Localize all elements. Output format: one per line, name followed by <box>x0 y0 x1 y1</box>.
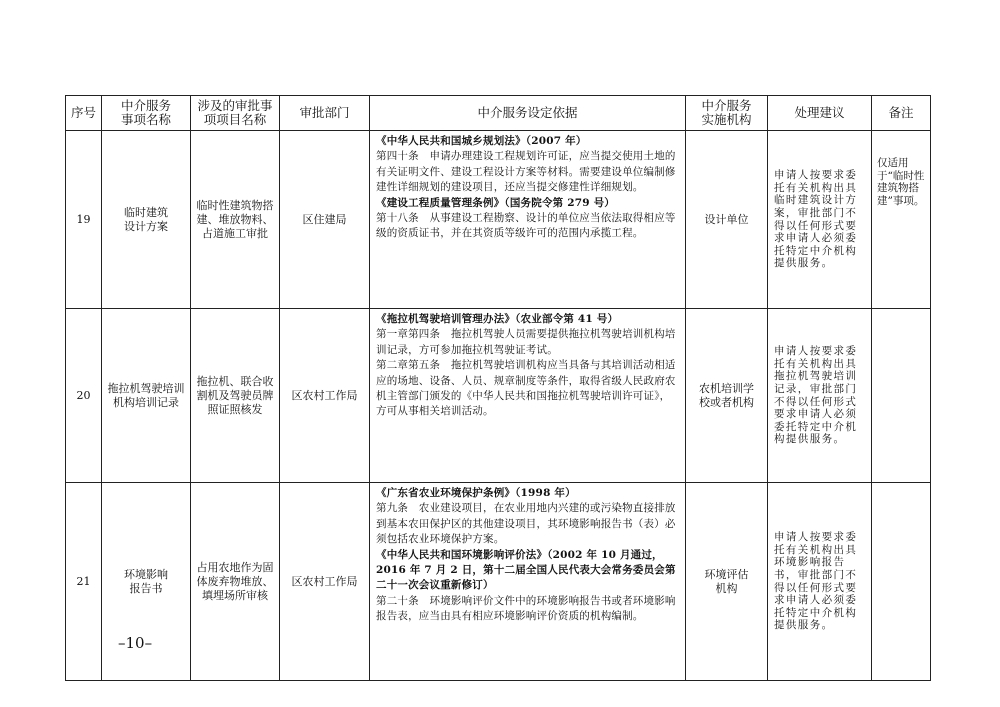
cell-dept: 区农村工作局 <box>280 309 370 483</box>
basis-law: 《拖拉机驾驶培训管理办法》（农业部令第 41 号） <box>376 313 619 325</box>
header-approval-item: 涉及的审批事 项项目名称 <box>191 96 280 131</box>
table-row <box>66 131 931 309</box>
basis-article: 第九条 农业建设项目，在农业用地内兴建的或污染物直接排放到基本农田保护区的其他建设项目，其环境影响报告书（表）必须包括农业环境保护方案。 <box>376 502 676 546</box>
cell-dept: 区住建局 <box>280 131 370 309</box>
cell-suggestion: 申请人按要求委托有关机构出具临时建筑设计方案，审批部门不得以任何形式要求申请人必须委托特定中介机构提供服务。 <box>768 131 872 309</box>
page-number: –10– <box>118 634 153 652</box>
basis-law: 《中华人民共和国环境影响评价法》（2002 年 10 月通过，2016 年 7 月 2 日，第十二届全国人民代表大会常务委员会第二十一次会议重新修订） <box>376 548 676 592</box>
table-header-row <box>66 96 931 131</box>
cell-seq: 20 <box>66 309 102 483</box>
header-item-name: 中介服务 事项名称 <box>102 96 191 131</box>
cell-approval-item: 拖拉机、联合收 割机及驾驶员牌 照证照核发 <box>191 309 280 483</box>
basis-law: 《中华人民共和国城乡规划法》（2007 年） <box>376 135 587 147</box>
header-agency: 中介服务 实施机构 <box>686 96 768 131</box>
basis-article: 第十八条 从事建设工程勘察、设计的单位应当依法取得相应等级的资质证书，并在其资质等级许可的范围内承揽工程。 <box>376 212 676 240</box>
header-note: 备注 <box>872 96 931 131</box>
cell-item-name: 拖拉机驾驶培训 机构培训记录 <box>102 309 191 483</box>
basis-article: 第二章第五条 拖拉机驾驶培训机构应当具备与其培训活动相适应的场地、设备、人员、规章制度等条件，取得省级人民政府农机主管部门颁发的《中华人民共和国拖拉机驾驶培训许可证》，方可从事相关培训活动。 <box>376 359 676 418</box>
cell-suggestion: 申请人按要求委托有关机构出具拖拉机驾驶培训记录，审批部门不得以任何形式要求申请人必须委托特定中介机构提供服务。 <box>768 309 872 483</box>
cell-item-name: 环境影响 报告书 <box>102 483 191 681</box>
header-seq: 序号 <box>66 96 102 131</box>
cell-agency: 设计单位 <box>686 131 768 309</box>
cell-agency: 环境评估 机构 <box>686 483 768 681</box>
cell-approval-item: 占用农地作为固 体废弃物堆放、 填埋场所审核 <box>191 483 280 681</box>
basis-article: 第一章第四条 拖拉机驾驶人员需要提供拖拉机驾驶培训机构培训记录，方可参加拖拉机驾驶证考试。 <box>376 328 676 356</box>
cell-note <box>872 483 931 681</box>
basis-article: 第二十条 环境影响评价文件中的环境影响报告书或者环境影响报告表，应当由具有相应环境影响评价资质的机构编制。 <box>376 594 676 623</box>
header-basis: 中介服务设定依据 <box>370 96 686 131</box>
cell-suggestion: 申请人按要求委托有关机构出具环境影响报告书，审批部门不得以任何形式要求申请人必须委托特定中介机构提供服务。 <box>768 483 872 681</box>
cell-seq: 19 <box>66 131 102 309</box>
basis-article: 第四十条 申请办理建设工程规划许可证，应当提交使用土地的有关证明文件、建设工程设计方案等材料。需要建设单位编制修建性详细规划的建设项目，还应当提交修建性详细规划。 <box>376 150 676 194</box>
cell-agency: 农机培训学 校或者机构 <box>686 309 768 483</box>
cell-basis <box>370 131 686 309</box>
table-row <box>66 483 931 681</box>
basis-law: 《建设工程质量管理条例》（国务院令第 279 号） <box>376 196 615 209</box>
cell-note <box>872 309 931 483</box>
intermediary-services-table <box>65 95 931 681</box>
cell-seq: 21 <box>66 483 102 681</box>
basis-law: 《广东省农业环境保护条例》（1998 年） <box>376 487 576 499</box>
cell-note: 仅适用于“临时性建筑物搭建”事项。 <box>872 131 931 309</box>
cell-basis <box>370 483 686 681</box>
header-dept: 审批部门 <box>280 96 370 131</box>
cell-basis <box>370 309 686 483</box>
cell-approval-item: 临时性建筑物搭 建、堆放物料、 占道施工审批 <box>191 131 280 309</box>
table-row <box>66 309 931 483</box>
header-suggestion: 处理建议 <box>768 96 872 131</box>
cell-item-name: 临时建筑 设计方案 <box>102 131 191 309</box>
cell-dept: 区农村工作局 <box>280 483 370 681</box>
